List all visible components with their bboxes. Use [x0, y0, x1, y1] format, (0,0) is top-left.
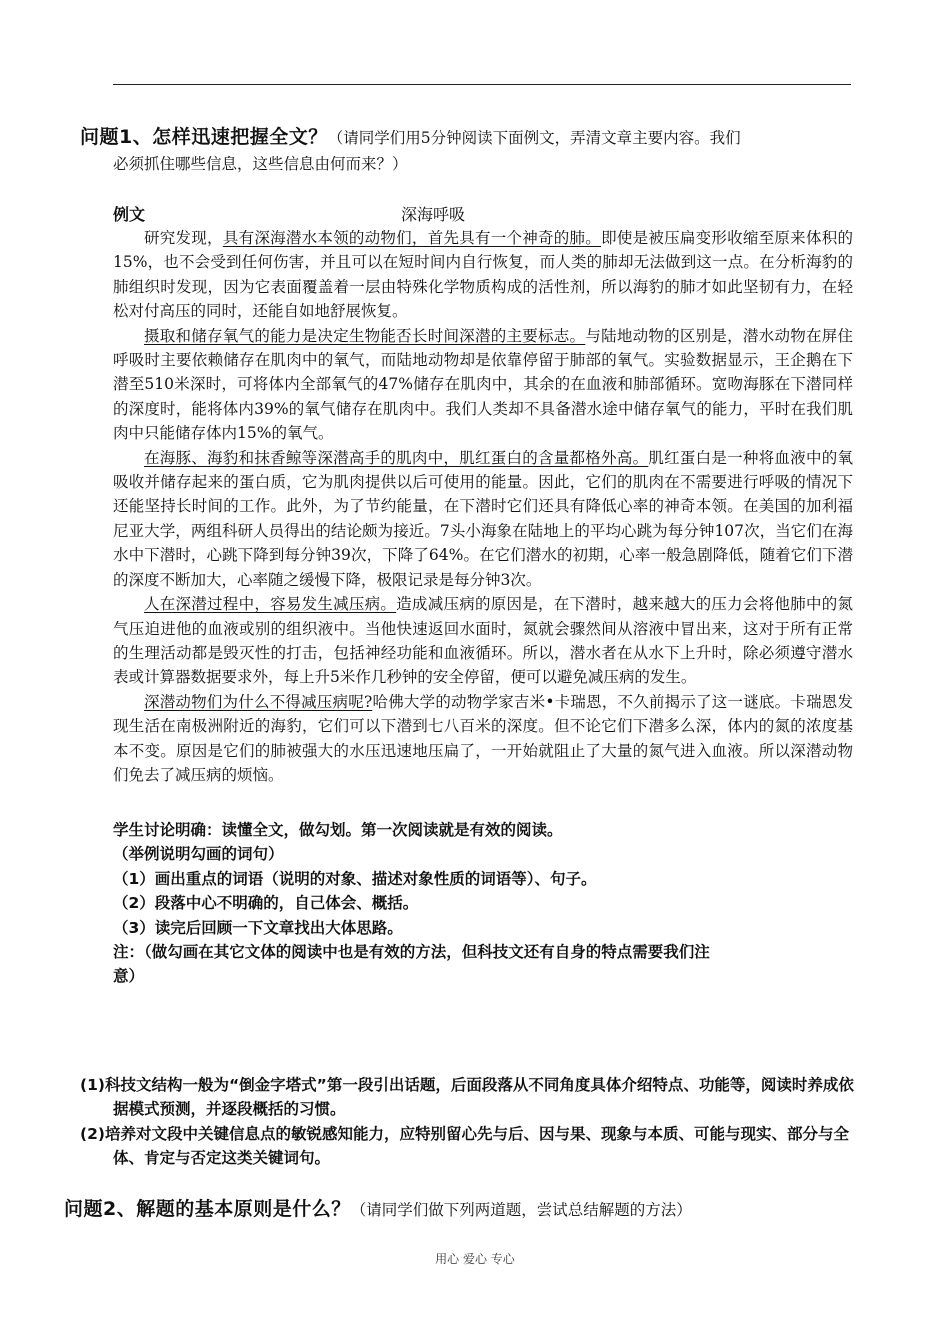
question-1-note: （请同学们用5分钟阅读下面例文，弄清文章主要内容。我们 [327, 129, 741, 147]
article-paragraph-2 [113, 324, 853, 446]
paragraph-5-key-sentence: 深潜动物们为什么不得减压病呢? [144, 692, 373, 711]
question-2-heading [64, 1196, 864, 1224]
paragraph-2-key-sentence: 摄取和储存氧气的能力是决定生物能否长时间深潜的主要标志。 [144, 326, 586, 345]
question-1-note-continued: 必须抓住哪些信息，这些信息由何而来？） [113, 155, 408, 173]
paragraph-1-lead: 研究发现， [144, 229, 223, 247]
reading-tip-1: (1)科技文结构一般为“倒金字塔式”第一段引出话题，后面段落从不同角度具体介绍特点、功能等，阅读时养成依据模式预测，并逐段概括的习惯。 [80, 1076, 854, 1119]
discussion-step-1: （1）画出重点的词语（说明的对象、描述对象性质的词语等）、句子。 [113, 869, 597, 888]
paragraph-2-text: 与陆地动物的区别是，潜水动物在屏住呼吸时主要依赖储存在肌肉中的氧气，而陆地动物却是依靠停留于肺部的氧气。实验数据显示，王企鹅在下潜至510米深时，可将体内全部氧气的47%储存在肌肉中，其余的在血液和肺部循环。宽吻海豚在下潜同样的深度时，能将体内39%的氧气储存在肌肉中。我们人类却不具备潜水途中储存氧气的能力，平时在我们肌肉中只能储存体内15%的氧气。 [113, 326, 853, 443]
paragraph-3-key-sentence: 在海豚、海豹和抹香鲸等深潜高手的肌肉中，肌红蛋白的含量都格外高。 [144, 448, 649, 467]
paragraph-4-key-sentence: 人在深潜过程中，容易发生减压病。 [144, 595, 397, 614]
article-paragraph-3 [113, 446, 853, 592]
paragraph-4-text: 造成减压病的原因是，在下潜时，越来越大的压力会将他肺中的氮气压迫进他的血液或别的组织液中。当他快速返回水面时，氮就会骤然间从溶液中冒出来，这对于所有正常的生理活动都是毁灭性的打击，包括神经功能和血液循环。所以，潜水者在从水下上升时，除必须遵守潜水表或计算器数据要求外，每上升5米作几秒钟的安全停留，便可以避免减压病的发生。 [113, 595, 853, 687]
example-header [113, 202, 853, 225]
question-2-note: （请同学们做下列两道题，尝试总结解题的方法） [350, 1201, 692, 1219]
article-paragraph-4 [113, 592, 853, 690]
example-label: 例文 [113, 205, 146, 224]
question-1-heading [80, 124, 870, 152]
discussion-note-line-2: 意） [113, 967, 145, 986]
discussion-block [113, 818, 858, 989]
discussion-step-3: （3）读完后回顾一下文章找出大体思路。 [113, 918, 403, 937]
paragraph-3-text: 肌红蛋白是一种将血液中的氧吸收并储存起来的蛋白质，它为肌肉提供以后可使用的能量。因此，它们的肌肉在不需要进行呼吸的情况下还能坚持长时间的工作。此外，为了节约能量，在下潜时它们还具有降低心率的神奇本领。在美国的加利福尼亚大学，两组科研人员得出的结论颇为接近。7头小海象在陆地上的平均心跳为每分钟107次，当它们在海水中下潜时，心跳下降到每分钟39次，下降了64%。在它们潜水的初期，心率一般急剧降低，随着它们下潜的深度不断加大，心率随之缓慢下降，极限记录是每分钟3次。 [113, 448, 853, 589]
discussion-summary: 学生讨论明确：读懂全文，做勾划。第一次阅读就是有效的阅读。 [113, 821, 563, 839]
question-2-title: 问题2、解题的基本原则是什么？ [64, 1198, 351, 1220]
discussion-note-line-1: 注：（做勾画在其它文体的阅读中也是有效的方法，但科技文还有自身的特点需要我们注 [113, 943, 710, 962]
discussion-step-2: （2）段落中心不明确的，自己体会、概括。 [113, 894, 419, 913]
paragraph-5-text: 哈佛大学的动物学家吉米•卡瑞恩，不久前揭示了这一谜底。卡瑞恩发现生活在南极洲附近的海豹，它们可以下潜到七八百米的深度。但不论它们下潜多么深，体内的氮的浓度基本不变。原因是它们的肺被强大的水压迅速地压扁了，一开始就阻止了大量的氮气进入血液。所以深潜动物们免去了减压病的烦恼。 [113, 692, 853, 784]
header-rule [113, 84, 851, 85]
discussion-example-prompt: （举例说明勾画的词句） [113, 845, 284, 864]
question-1-title: 问题1、怎样迅速把握全文？ [80, 126, 328, 148]
page-footer: 用心 爱心 专心 [435, 1252, 515, 1266]
reading-tip-2: (2)培养对文段中关键信息点的敏锐感知能力，应特别留心先与后、因与果、现象与本质、可能与现实、部分与全体、肯定与否定这类关键词句。 [80, 1124, 849, 1168]
article-body [113, 226, 853, 787]
reading-tips [80, 1073, 860, 1171]
article-paragraph-1 [113, 226, 853, 324]
paragraph-1-text: 即使是被压扁变形收缩至原来体积的15%，也不会受到任何伤害，并且可以在短时间内自行恢复，而人类的肺却无法做到这一点。在分析海豹的肺组织时发现，因为它表面覆盖着一层由特殊化学物质构成的活性剂，所以海豹的肺才如此坚韧有力，在轻松对付高压的同时，还能自如地舒展恢复。 [113, 229, 853, 321]
example-title: 深海呼吸 [401, 205, 466, 224]
paragraph-1-key-sentence: 具有深海潜水本领的动物们，首先具有一个神奇的肺。 [222, 229, 602, 247]
article-paragraph-5 [113, 690, 853, 788]
